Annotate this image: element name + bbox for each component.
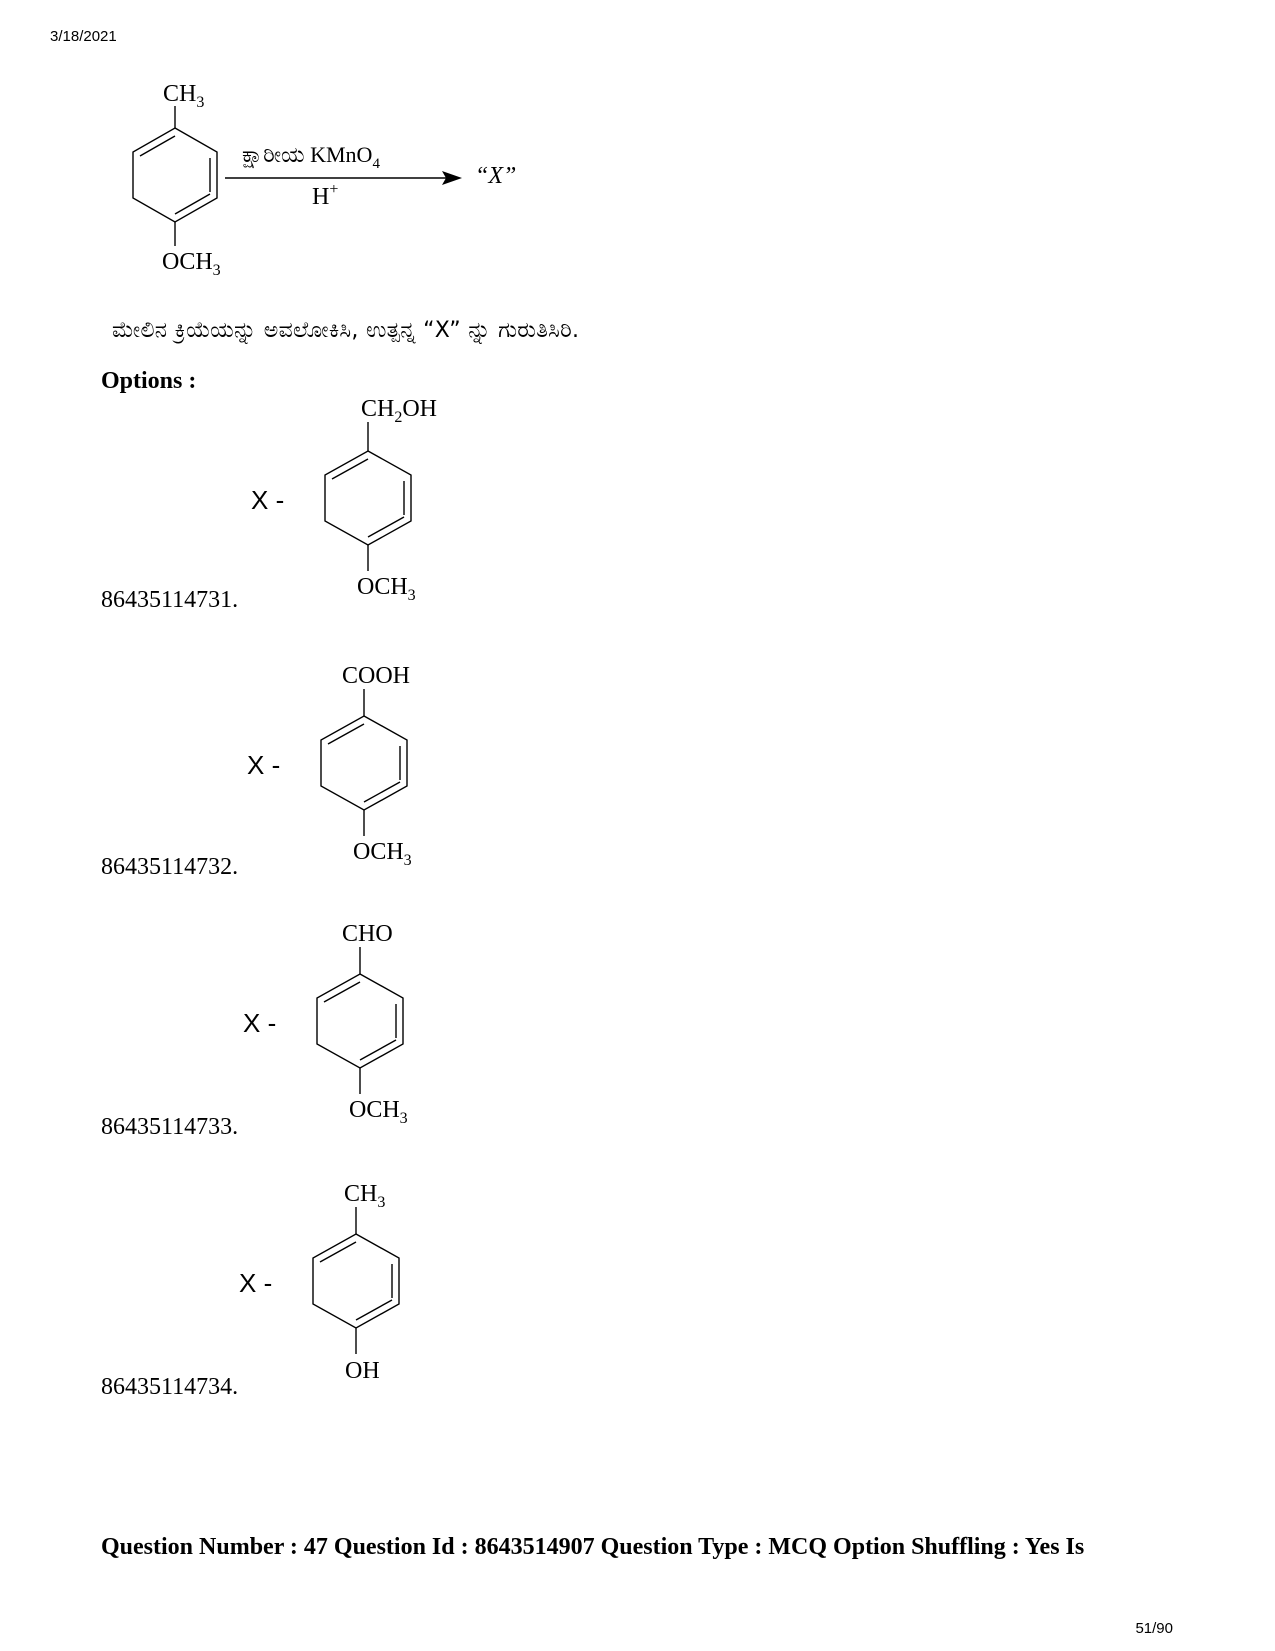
reaction-scheme bbox=[100, 70, 560, 285]
option-x-label: X - bbox=[247, 750, 281, 780]
reactant-top-group: $CH_3$ bbox=[163, 81, 205, 111]
benzene-ring bbox=[313, 1234, 399, 1328]
page-number: 51/90 bbox=[1135, 1620, 1173, 1637]
option-1-structure bbox=[236, 385, 456, 615]
option-id: 86435114732. bbox=[101, 854, 239, 880]
reactant-bottom-group: $OCH_3$ bbox=[162, 249, 221, 279]
option-2[interactable] bbox=[96, 652, 516, 882]
print-date: 3/18/2021 bbox=[50, 28, 117, 45]
option-4-structure bbox=[224, 1170, 444, 1400]
option-bottom-group: OH bbox=[345, 1358, 380, 1384]
product-label: “X” bbox=[475, 163, 517, 189]
reagent-label: ಕ್ಷಾರೀಯ KMnO$_4$ bbox=[242, 142, 380, 172]
benzene-ring bbox=[317, 974, 403, 1068]
option-2-structure bbox=[232, 652, 452, 882]
option-1[interactable] bbox=[96, 385, 516, 615]
condition-label: H+ bbox=[312, 181, 339, 210]
option-top-group: $CH_3$ bbox=[344, 1181, 386, 1211]
option-bottom-group: $OCH_3$ bbox=[349, 1097, 408, 1127]
option-4[interactable] bbox=[96, 1170, 516, 1400]
option-top-group: COOH bbox=[342, 663, 411, 689]
benzene-ring bbox=[321, 716, 407, 810]
option-id: 86435114733. bbox=[101, 1114, 239, 1140]
option-x-label: X - bbox=[251, 485, 285, 515]
question-meta: Question Number : 47 Question Id : 8643514907 Question Type : MCQ Option Shuffling : Yes Is bbox=[101, 1534, 1085, 1560]
option-x-label: X - bbox=[243, 1008, 277, 1038]
option-top-group: CHO bbox=[342, 921, 393, 947]
option-3[interactable] bbox=[96, 910, 516, 1140]
option-id: 86435114731. bbox=[101, 587, 239, 613]
option-bottom-group: $OCH_3$ bbox=[357, 574, 416, 604]
benzene-ring bbox=[133, 128, 217, 222]
option-x-label: X - bbox=[239, 1268, 273, 1298]
option-top-group: $CH_2OH$ bbox=[361, 396, 438, 426]
benzene-ring bbox=[325, 451, 411, 545]
option-bottom-group: $OCH_3$ bbox=[353, 839, 412, 869]
option-3-structure bbox=[228, 910, 448, 1140]
option-id: 86435114734. bbox=[101, 1374, 239, 1400]
options-label: Options : bbox=[101, 368, 197, 394]
question-text: ಮೇಲಿನ ಕ್ರಿಯೆಯನ್ನು ಅವಲೋಕಿಸಿ, ಉತ್ಪನ್ನ “X” ನ್ನು ಗುರುತಿಸಿರಿ. bbox=[112, 318, 580, 343]
